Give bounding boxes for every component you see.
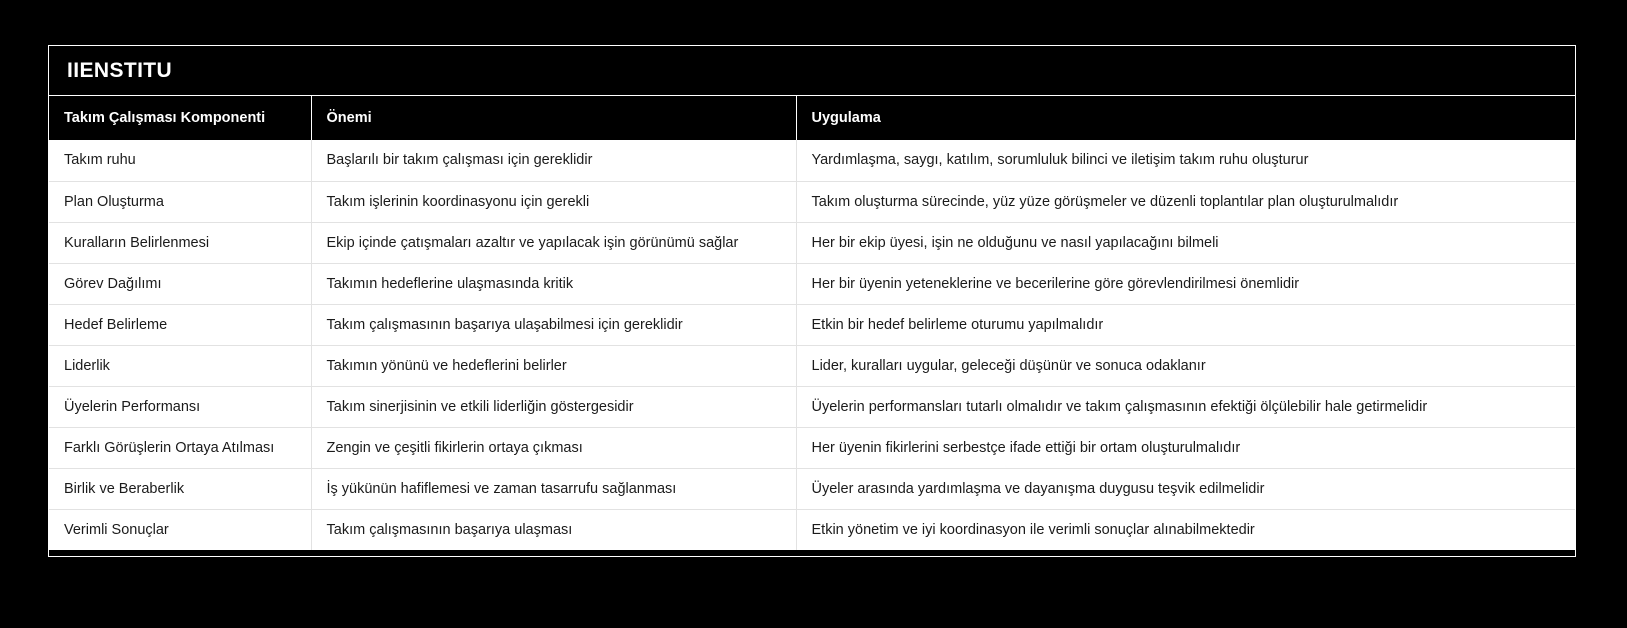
cell-component: Görev Dağılımı [49, 263, 311, 304]
cell-component: Verimli Sonuçlar [49, 509, 311, 550]
teamwork-components-table [49, 96, 1575, 550]
cell-component: Kuralların Belirlenmesi [49, 222, 311, 263]
cell-importance: Takım işlerinin koordinasyonu için gerekli [311, 181, 796, 222]
table-row [49, 181, 1575, 222]
table-title-bar [49, 46, 1575, 96]
cell-importance: Takımın hedeflerine ulaşmasında kritik [311, 263, 796, 304]
cell-component: Plan Oluşturma [49, 181, 311, 222]
cell-application: Her bir üyenin yeteneklerine ve becerilerine göre görevlendirilmesi önemlidir [796, 263, 1575, 304]
cell-component: Birlik ve Beraberlik [49, 468, 311, 509]
cell-application: Üyeler arasında yardımlaşma ve dayanışma duygusu teşvik edilmelidir [796, 468, 1575, 509]
column-header-component: Takım Çalışması Komponenti [49, 96, 311, 140]
cell-application: Her bir ekip üyesi, işin ne olduğunu ve nasıl yapılacağını bilmeli [796, 222, 1575, 263]
cell-application: Etkin bir hedef belirleme oturumu yapılmalıdır [796, 304, 1575, 345]
cell-application: Etkin yönetim ve iyi koordinasyon ile verimli sonuçlar alınabilmektedir [811, 521, 1255, 538]
cell-importance: Zengin ve çeşitli fikirlerin ortaya çıkması [311, 427, 796, 468]
cell-application: Yardımlaşma, saygı, katılım, sorumluluk bilinci ve iletişim takım ruhu oluşturur [796, 140, 1575, 181]
cell-importance: Ekip içinde çatışmaları azaltır ve yapılacak işin görünümü sağlar [311, 222, 796, 263]
cell-importance: Takım sinerjisinin ve etkili liderliğin göstergesidir [311, 386, 796, 427]
brand-title: IIENSTITU [67, 58, 173, 82]
table-body [49, 140, 1575, 550]
table-row [49, 263, 1575, 304]
table-row [49, 509, 1575, 550]
table-header-row [49, 96, 1575, 140]
column-header-application: Uygulama [796, 96, 1575, 140]
table-row [49, 222, 1575, 263]
cell-component: Farklı Görüşlerin Ortaya Atılması [49, 427, 311, 468]
cell-component: Hedef Belirleme [49, 304, 311, 345]
cell-application: Üyelerin performansları tutarlı olmalıdır ve takım çalışmasının efektiği ölçülebilir hale getirmelidir [796, 386, 1575, 427]
cell-component: Üyelerin Performansı [49, 386, 311, 427]
table-row [49, 345, 1575, 386]
table-row [49, 140, 1575, 181]
cell-importance: Takımın yönünü ve hedeflerini belirler [311, 345, 796, 386]
cell-component: Takım ruhu [49, 140, 311, 181]
table-row [49, 427, 1575, 468]
cell-importance: İş yükünün hafiflemesi ve zaman tasarrufu sağlanması [311, 468, 796, 509]
table-row [49, 304, 1575, 345]
cell-importance: Takım çalışmasının başarıya ulaşması [311, 509, 796, 550]
table-header [49, 96, 1575, 140]
table-row [49, 386, 1575, 427]
cell-component: Liderlik [49, 345, 311, 386]
teamwork-table-card [48, 45, 1576, 557]
cell-application: Lider, kuralları uygular, geleceği düşünür ve sonuca odaklanır [796, 345, 1575, 386]
cell-importance: Başlarılı bir takım çalışması için gereklidir [311, 140, 796, 181]
cell-application: Her üyenin fikirlerini serbestçe ifade ettiği bir ortam oluşturulmalıdır [796, 427, 1575, 468]
cell-importance: Takım çalışmasının başarıya ulaşabilmesi için gereklidir [311, 304, 796, 345]
table-row [49, 468, 1575, 509]
column-header-importance: Önemi [311, 96, 796, 140]
cell-application: Takım oluşturma sürecinde, yüz yüze görüşmeler ve düzenli toplantılar plan oluşturulmalıdır [796, 181, 1575, 222]
